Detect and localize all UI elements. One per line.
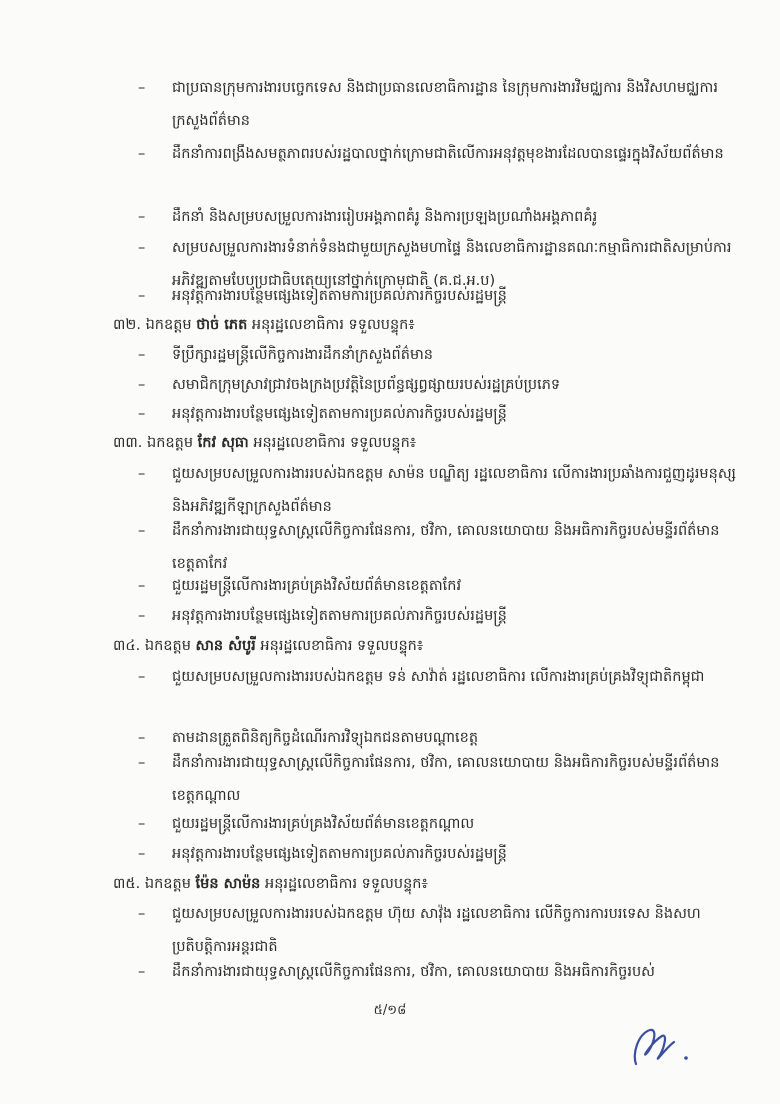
- bullet-dash: –: [138, 240, 146, 256]
- bullet-text: អនុវត្តការងារបន្ថែមផ្សេងទៀតតាមការប្រគល់ភារកិច្ចរបស់រដ្ឋមន្ត្រី: [172, 406, 507, 422]
- bullet-dash: –: [138, 523, 146, 539]
- bullet-text: អនុវត្តការងារបន្ថែមផ្សេងទៀតតាមការប្រគល់ភារកិច្ចរបស់រដ្ឋមន្ត្រី: [172, 288, 507, 304]
- page-number: ៥/១៨: [373, 1003, 407, 1018]
- bullet-text: ជួយសម្របសម្រួលការងាររបស់ឯកឧត្តម ហ៊ុយ សាវ៉ុង រដ្ឋលេខាធិការ លើកិច្ចការការបរទេស និងសហប្រតិបត្តិការអន្តរជាតិ: [172, 906, 701, 955]
- section-heading: [113, 630, 733, 663]
- bullet-dash: –: [138, 669, 146, 685]
- bullet-item: [138, 898, 738, 964]
- official-name: សាន សំបូរី: [195, 638, 256, 654]
- bullet-dash: –: [138, 964, 146, 980]
- bullet-text: ដឹកនាំ និងសម្របសម្រួលការងាររៀបអង្គភាពគំរូ និងការប្រឡងប្រណាំងអង្គភាពគំរូ: [172, 209, 598, 225]
- bullet-text: អនុវត្តការងារបន្ថែមផ្សេងទៀតតាមការប្រគល់ភារកិច្ចរបស់រដ្ឋមន្ត្រី: [172, 608, 507, 624]
- bullet-item: [138, 747, 738, 813]
- bullet-text: សម្របសម្រួលការងារទំនាក់ទំនងជាមួយក្រសួងមហាផ្ទៃ និងលេខាធិការដ្ឋានគណៈកម្មាធិការជាតិសម្រាប់ការអភិវឌ្ឍតាមបែបប្រជាធិបតេយ្យនៅថ្នាក់ក្រោមជាតិ (គ.ជ.អ.ប): [172, 240, 732, 289]
- bullet-item: [138, 838, 738, 871]
- bullet-item: [138, 570, 738, 603]
- bullet-dash: –: [138, 846, 146, 862]
- bullet-item: [138, 600, 738, 633]
- bullet-text: ជួយរដ្ឋមន្ត្រីលើការងារគ្រប់គ្រងវិស័យព័ត៌មានខេត្តកណ្តាល: [172, 816, 475, 832]
- section-prefix: ៣៣. ឯកឧត្តម: [113, 435, 194, 451]
- bullet-dash: –: [138, 146, 146, 162]
- section-suffix: អនុរដ្ឋលេខាធិការ ទទួលបន្ទុក៖: [253, 435, 417, 451]
- bullet-item: [138, 808, 738, 841]
- bullet-dash: –: [138, 209, 146, 225]
- section-heading: [113, 427, 733, 460]
- bullet-dash: –: [138, 755, 146, 771]
- bullet-dash: –: [138, 578, 146, 594]
- bullet-text: តាមដានត្រួតពិនិត្យកិច្ចដំណើរការវិទ្យុឯកជនតាមបណ្តាខេត្ត: [172, 730, 479, 746]
- bullet-dash: –: [138, 730, 146, 746]
- bullet-text: ដឹកនាំការពង្រឹងសមត្ថភាពរបស់រដ្ឋបាលថ្នាក់ក្រោមជាតិលើការអនុវត្តមុខងារដែលបានផ្ទេរក្នុងវិស័យព័ត៌មាន: [172, 146, 724, 162]
- bullet-dash: –: [138, 347, 146, 363]
- section-prefix: ៣២. ឯកឧត្តម: [113, 317, 192, 333]
- signature-mark: [628, 1024, 698, 1070]
- bullet-dash: –: [138, 608, 146, 624]
- bullet-dash: –: [138, 377, 146, 393]
- bullet-dash: –: [138, 466, 146, 482]
- bullet-item: [138, 661, 738, 694]
- bullet-text: ជួយរដ្ឋមន្ត្រីលើការងារគ្រប់គ្រងវិស័យព័ត៌មានខេត្តតាកែវ: [172, 578, 462, 594]
- bullet-item: [138, 339, 738, 372]
- section-suffix: អនុរដ្ឋលេខាធិការ ទទួលបន្ទុក៖: [260, 638, 424, 654]
- bullet-text: ដឹកនាំការងារជាយុទ្ធសាស្ត្រលើកិច្ចការផែនការ, ថវិកា, គោលនយោបាយ និងអធិការកិច្ចរបស់មន្ទីរព័ត៌មានខេត្តតាកែវ: [172, 523, 720, 572]
- official-name: ថាច់ ភេត: [196, 317, 248, 333]
- bullet-item: [138, 201, 738, 234]
- section-suffix: អនុរដ្ឋលេខាធិការ ទទួលបន្ទុក៖: [251, 317, 415, 333]
- bullet-item: [138, 138, 738, 171]
- bullet-text: ជួយសម្របសម្រួលការងាររបស់ឯកឧត្តម សាម៉ន បណ្ឌិត្យ រដ្ឋលេខាធិការ លើការងារប្រឆាំងការជួញដូរមនុស្ស និងអភិវឌ្ឍកីឡាក្រសួងព័ត៌មាន: [172, 466, 736, 515]
- bullet-text: ជួយសម្របសម្រួលការងាររបស់ឯកឧត្តម ទន់ សាវ៉ាត់ រដ្ឋលេខាធិការ លើការងារគ្រប់គ្រងវិទ្យុជាតិកម្ពុជា: [172, 669, 705, 685]
- section-prefix: ៣៤. ឯកឧត្តម: [113, 638, 191, 654]
- section-suffix: អនុរដ្ឋលេខាធិការ ទទួលបន្ទុក៖: [265, 876, 428, 892]
- official-name: ម៉ែន សាម៉ន: [195, 876, 261, 892]
- bullet-text: សមាជិកក្រុមស្រាវជ្រាវចងក្រងប្រវត្តិនៃប្រព័ន្ធផ្សព្វផ្សាយរបស់រដ្ឋគ្រប់ប្រភេទ: [172, 377, 561, 393]
- section-heading: [113, 309, 733, 342]
- bullet-text: ដឹកនាំការងារជាយុទ្ធសាស្ត្រលើកិច្ចការផែនការ, ថវិកា, គោលនយោបាយ និងអធិការកិច្ចរបស់មន្ទីរព័ត៌មានខេត្តកណ្តាល: [172, 755, 720, 804]
- bullet-dash: –: [138, 406, 146, 422]
- official-name: កែវ សុធា: [197, 435, 249, 451]
- bullet-item: [138, 956, 738, 989]
- bullet-dash: –: [138, 906, 146, 922]
- bullet-dash: –: [138, 288, 146, 304]
- bullet-item: [138, 72, 738, 138]
- section-prefix: ៣៥. ឯកឧត្តម: [113, 876, 191, 892]
- bullet-text: ដឹកនាំការងារជាយុទ្ធសាស្ត្រលើកិច្ចការផែនការ, ថវិកា, គោលនយោបាយ និងអធិការកិច្ចរបស់: [172, 964, 655, 980]
- bullet-dash: –: [138, 80, 146, 96]
- bullet-dash: –: [138, 816, 146, 832]
- bullet-text: ទីប្រឹក្សារដ្ឋមន្ត្រីលើកិច្ចការងារដឹកនាំក្រសួងព័ត៌មាន: [172, 347, 433, 363]
- section-heading: [113, 868, 733, 901]
- bullet-text: អនុវត្តការងារបន្ថែមផ្សេងទៀតតាមការប្រគល់ភារកិច្ចរបស់រដ្ឋមន្ត្រី: [172, 846, 507, 862]
- bullet-text: ជាប្រធានក្រុមការងារបច្ចេកទេស និងជាប្រធានលេខាធិការដ្ឋាន នៃក្រុមការងារវិមជ្ឈការ និងវិសហមជ្ឈការ ក្រសួងព័ត៌មាន: [172, 80, 718, 129]
